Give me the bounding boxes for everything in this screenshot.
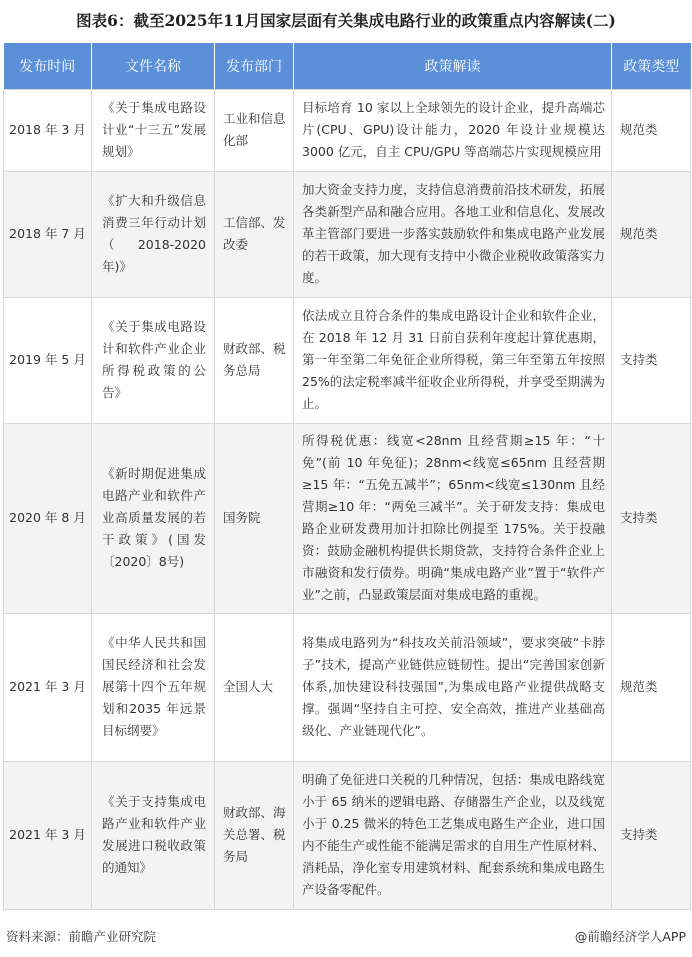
cell-interp: 所得税优惠：线宽<28nm 且经营期≥15 年：“十免”(前 10 年免征)；28nm<线宽≤65nm 且经营期≥15 年：“五免五减半”；65nm<线宽≤130nm 且经营期≥10 年：“两免三减半”。关于研发支持：集成电路企业研发费用加计扣除比例提至 175%。关于投融资：鼓励金融机构提供长期贷款，支持符合条件企业上市融资和发行债券。明确“集成电路产业”置于“软件产业”之前，凸显政策层面对集成电路的重视。 (294, 423, 612, 613)
header-policy-interpretation: 政策解读 (294, 43, 612, 89)
cell-name: 《关于集成电路设计业“十三五”发展规划》 (92, 89, 215, 171)
cell-name: 《关于支持集成电路产业和软件产业发展进口税收政策的通知》 (92, 761, 215, 909)
cell-time: 2020 年 8 月 (4, 423, 92, 613)
cell-dept: 国务院 (215, 423, 294, 613)
cell-name: 《中华人民共和国国民经济和社会发展第十四个五年规划和2035 年远景目标纲要》 (92, 613, 215, 761)
header-policy-type: 政策类型 (612, 43, 691, 89)
cell-time: 2018 年 3 月 (4, 89, 92, 171)
cell-dept: 财政部、税务总局 (215, 297, 294, 423)
cell-type: 规范类 (612, 89, 691, 171)
table-row (4, 297, 691, 423)
cell-dept: 财政部、海关总署、税务局 (215, 761, 294, 909)
brand-credit: @前瞻经济学人APP (574, 929, 686, 944)
page-title: 图表6：截至2025年11月国家层面有关集成电路行业的政策重点内容解读(二) (76, 11, 616, 30)
cell-time: 2019 年 5 月 (4, 297, 92, 423)
table-row (4, 423, 691, 613)
footer (6, 927, 686, 947)
table-row (4, 89, 691, 171)
cell-name: 《新时期促进集成电路产业和软件产业高质量发展的若干政策》(国发〔2020〕8号) (92, 423, 215, 613)
header-issuing-department: 发布部门 (215, 43, 294, 89)
cell-interp: 依法成立且符合条件的集成电路设计企业和软件企业，在 2018 年 12 月 31 日前自获利年度起计算优惠期，第一年至第二年免征企业所得税，第三年至第五年按照 25%的法定税率减半征收企业所得税，并享受至期满为止。 (294, 297, 612, 423)
cell-type: 规范类 (612, 171, 691, 297)
policy-table (3, 43, 691, 910)
cell-dept: 全国人大 (215, 613, 294, 761)
cell-time: 2021 年 3 月 (4, 761, 92, 909)
cell-interp: 加大资金支持力度，支持信息消费前沿技术研发，拓展各类新型产品和融合应用。各地工业和信息化、发展改革主管部门要进一步落实鼓励软件和集成电路产业发展的若干政策，加大现有支持中小微企业税收政策落实力度。 (294, 171, 612, 297)
table-row (4, 171, 691, 297)
table-row (4, 761, 691, 909)
cell-name: 《关于集成电路设计和软件产业企业所得税政策的公告》 (92, 297, 215, 423)
cell-type: 支持类 (612, 423, 691, 613)
cell-type: 支持类 (612, 761, 691, 909)
cell-time: 2018 年 7 月 (4, 171, 92, 297)
cell-interp: 将集成电路列为“科技攻关前沿领域”，要求突破“卡脖子”技术，提高产业链供应链韧性。提出“完善国家创新体系,加快建设科技强国”,为集成电路产业提供战略支撑。强调“坚持自主可控、安全高效，推进产业基础高级化、产业链现代化”。 (294, 613, 612, 761)
table-header-row (4, 43, 691, 89)
cell-dept: 工信部、发改委 (215, 171, 294, 297)
header-publish-time: 发布时间 (4, 43, 92, 89)
cell-interp: 目标培育 10 家以上全球领先的设计企业，提升高端芯片(CPU、GPU)设计能力，2020 年设计业规模达 3000 亿元，自主 CPU/GPU 等高端芯片实现规模应用 (294, 89, 612, 171)
source-note: 资料来源：前瞻产业研究院 (6, 929, 157, 944)
header-document-name: 文件名称 (92, 43, 215, 89)
table-row (4, 613, 691, 761)
cell-type: 规范类 (612, 613, 691, 761)
cell-time: 2021 年 3 月 (4, 613, 92, 761)
cell-interp: 明确了免征进口关税的几种情况，包括：集成电路线宽小于 65 纳米的逻辑电路、存储器生产企业，以及线宽小于 0.25 微米的特色工艺集成电路生产企业，进口国内不能生产或性能不能满足需求的自用生产性原材料、消耗品，净化室专用建筑材料、配套系统和集成电路生产设备零配件。 (294, 761, 612, 909)
cell-name: 《扩大和升级信息消费三年行动计划（2018-2020 年)》 (92, 171, 215, 297)
cell-type: 支持类 (612, 297, 691, 423)
cell-dept: 工业和信息化部 (215, 89, 294, 171)
